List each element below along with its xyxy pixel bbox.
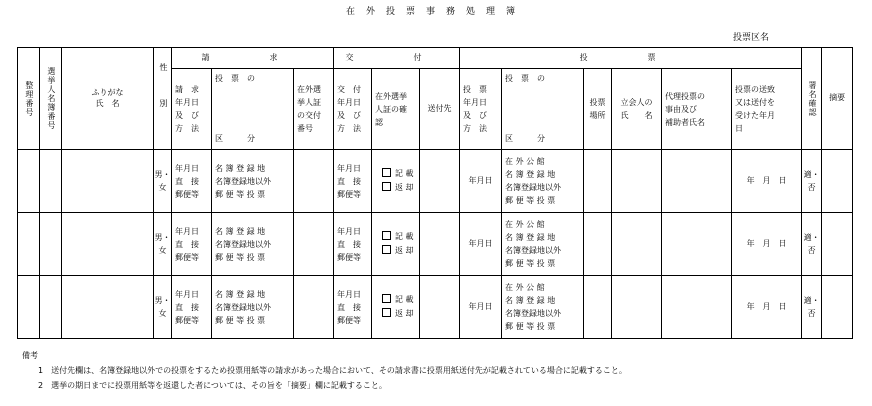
cell-line: ・: [162, 296, 171, 305]
cell-line: 交 付: [337, 85, 362, 94]
header-furigana: ふりがな: [91, 88, 124, 98]
checkbox-square-icon[interactable]: [382, 294, 391, 303]
header-delivery-date: [334, 69, 372, 150]
cell-line: ・: [162, 233, 171, 242]
cell-line: 補助者氏名: [665, 117, 706, 127]
delivery-method-cell: [334, 150, 372, 213]
cell-line: 名 簿 登 録 地: [505, 170, 556, 179]
seal-cell: [802, 150, 822, 213]
cell-line: 氏 名: [620, 111, 653, 120]
header-sent-date: [732, 69, 802, 150]
note-item-1: 1 送付先欄は、名簿登録地以外での投票をするため投票用紙等の請求があった場合において、その請求書に投票用紙送付先が記載されている場合に記載すること。: [38, 366, 627, 375]
confirm-checkbox[interactable]: 返 却: [372, 181, 419, 195]
cell-line: 否: [807, 183, 816, 192]
cell-line: 適: [803, 233, 812, 242]
cell-line: 年月日: [175, 289, 199, 299]
request-method-cell: [172, 213, 212, 276]
proxy-cell: [662, 213, 732, 276]
header-proxy: [662, 69, 732, 150]
cell-line: 年月日: [337, 163, 362, 173]
voter-no-cell: [40, 276, 62, 339]
note-item-2: 2 選挙の期日までに投票用紙等を返還した者については、その旨を「摘要」欄に記載すること。: [38, 381, 387, 390]
cell-line: 郵便等: [175, 315, 199, 325]
header-overseas-no: [294, 69, 334, 150]
cell-line: 投票の送致: [735, 85, 776, 94]
header-shimei: 氏 名: [95, 98, 120, 108]
vote-place-cell: [584, 213, 612, 276]
confirm-checkbox[interactable]: 返 却: [372, 307, 419, 321]
cell-line: 直 接: [175, 239, 199, 249]
cell-line: 女: [158, 246, 167, 255]
cell-line: 郵便等: [337, 252, 362, 262]
vote-place-cell: [584, 276, 612, 339]
cell-line: 名簿登録地以外: [215, 302, 271, 312]
cell-line: 区 分: [505, 133, 546, 143]
cell-line: 名 簿 登 録 地: [505, 233, 556, 242]
overseas-no-cell: [294, 276, 334, 339]
cell-line: 否: [807, 246, 816, 255]
cell-line: 場所: [589, 111, 606, 120]
cell-line: 日: [735, 124, 744, 133]
vote-date-cell: 年月日: [460, 150, 502, 213]
cell-line: 投 票 の: [215, 74, 255, 83]
cell-line: 又は送付を: [735, 98, 776, 107]
destination-cell: [420, 213, 460, 276]
sex-cell: [154, 150, 172, 213]
cell-line: 郵 便 等 投 票: [215, 315, 266, 325]
header-request-group: 請 求: [172, 48, 334, 69]
confirm-checkbox[interactable]: 記 載: [372, 167, 419, 181]
cell-line: 直 接: [175, 302, 199, 312]
cell-line: 名簿登録地以外: [215, 239, 271, 249]
table-row: [18, 213, 853, 276]
cell-line: 郵 便 等 投 票: [505, 259, 556, 268]
cell-line: 年月日: [337, 289, 362, 299]
vote-date-cell: 年月日: [460, 276, 502, 339]
cell-line: 名 簿 登 録 地: [215, 163, 266, 173]
cell-line: 郵 便 等 投 票: [215, 252, 266, 262]
vote-place-cell: [584, 150, 612, 213]
cell-line: 在外選挙: [375, 91, 408, 101]
header-name: [62, 48, 154, 150]
confirm-cell: [372, 150, 420, 213]
cell-line: 直 接: [337, 239, 362, 249]
cell-line: ・: [811, 296, 820, 305]
cell-line: 直 接: [175, 176, 199, 186]
cell-line: 及 び: [463, 111, 488, 120]
request-category-cell: [212, 150, 294, 213]
cell-line: 名 簿 登 録 地: [505, 296, 556, 305]
vote-category-cell: [502, 213, 584, 276]
cell-line: 郵便等: [175, 189, 199, 199]
ledger-table: [17, 47, 853, 339]
cell-line: 適: [803, 296, 812, 305]
document-title: 在外投票事務処理簿: [345, 7, 526, 17]
request-method-cell: [172, 276, 212, 339]
cell-line: 在外選: [297, 85, 321, 94]
cell-line: 及 び: [175, 111, 199, 120]
cell-line: 名 簿 登 録 地: [215, 289, 266, 299]
cell-line: 名簿登録地以外: [215, 176, 271, 186]
confirm-cell: [372, 276, 420, 339]
notes-heading: 備考: [22, 351, 38, 360]
vote-category-cell: [502, 150, 584, 213]
confirm-cell: [372, 213, 420, 276]
cell-line: 郵便等: [175, 252, 199, 262]
cell-line: 事由及び: [665, 104, 698, 114]
header-witness: [612, 69, 662, 150]
name-cell: [62, 150, 154, 213]
cell-line: 在 外 公 館: [505, 220, 545, 229]
cell-line: 直 接: [337, 176, 362, 186]
header-row-top: [18, 48, 853, 69]
cell-line: ・: [811, 170, 820, 179]
serial-cell: [18, 276, 40, 339]
checkbox-square-icon[interactable]: [382, 182, 391, 191]
header-sex: 性別: [154, 48, 172, 150]
cell-line: 郵 便 等 投 票: [215, 189, 266, 199]
cell-line: 投 票: [463, 85, 488, 94]
cell-line: 在 外 公 館: [505, 157, 545, 166]
destination-cell: [420, 150, 460, 213]
cell-line: 方 法: [463, 124, 488, 133]
checkbox-square-icon[interactable]: [382, 245, 391, 254]
overseas-no-cell: [294, 213, 334, 276]
checkbox-square-icon[interactable]: [382, 308, 391, 317]
proxy-cell: [662, 276, 732, 339]
table-row: [18, 276, 853, 339]
cell-line: 及 び: [337, 111, 362, 120]
header-vote-place: [584, 69, 612, 150]
request-category-cell: [212, 276, 294, 339]
delivery-method-cell: [334, 213, 372, 276]
cell-line: 適: [803, 170, 812, 179]
cell-line: 郵 便 等 投 票: [505, 196, 556, 205]
cell-line: 名簿登録地以外: [505, 309, 562, 318]
request-method-cell: [172, 150, 212, 213]
cell-line: 請 求: [175, 85, 199, 94]
confirm-checkbox[interactable]: 記 載: [372, 293, 419, 307]
cell-line: 名簿登録地以外: [505, 246, 562, 255]
serial-cell: [18, 150, 40, 213]
cell-line: 直 接: [337, 302, 362, 312]
name-cell: [62, 276, 154, 339]
cell-line: 女: [158, 183, 167, 192]
seal-cell: [802, 213, 822, 276]
confirm-checkbox[interactable]: 返 却: [372, 244, 419, 258]
header-overseas-confirm: [372, 69, 420, 150]
cell-line: 郵便等: [337, 189, 362, 199]
header-delivery-group: 交 付: [334, 48, 460, 69]
header-destination: 送付先: [420, 69, 460, 150]
cell-line: 年月日: [175, 226, 199, 236]
header-voter-no: 選挙人名簿番号: [40, 48, 62, 150]
checkbox-square-icon[interactable]: [382, 168, 391, 177]
cell-line: 投票: [589, 98, 606, 107]
header-serial: 整理番号: [18, 48, 40, 150]
checkbox-square-icon[interactable]: [382, 231, 391, 240]
header-vote-date: [460, 69, 502, 150]
cell-line: の交付: [297, 111, 321, 120]
remarks-cell: [822, 213, 853, 276]
cell-line: 方 法: [337, 124, 362, 133]
destination-cell: [420, 276, 460, 339]
cell-line: 郵便等: [337, 315, 362, 325]
seal-cell: [802, 276, 822, 339]
overseas-no-cell: [294, 150, 334, 213]
witness-cell: [612, 150, 662, 213]
district-label: 投票区名: [733, 33, 770, 43]
request-category-cell: [212, 213, 294, 276]
delivery-method-cell: [334, 276, 372, 339]
cell-line: 方 法: [175, 124, 199, 133]
cell-line: 年月日: [175, 163, 199, 173]
cell-line: 男: [154, 170, 163, 179]
table-row: [18, 150, 853, 213]
cell-line: 投 票 の: [505, 74, 546, 83]
cell-line: 受けた年月: [735, 111, 776, 120]
header-vote-group: 投 票: [460, 48, 802, 69]
remarks-cell: [822, 276, 853, 339]
sex-cell: [154, 276, 172, 339]
sent-date-cell: 年 月 日: [732, 213, 802, 276]
cell-line: 年月日: [337, 226, 362, 236]
cell-line: 名簿登録地以外: [505, 183, 562, 192]
cell-line: 挙人証: [297, 98, 321, 107]
witness-cell: [612, 276, 662, 339]
sent-date-cell: 年 月 日: [732, 150, 802, 213]
confirm-checkbox[interactable]: 記 載: [372, 230, 419, 244]
cell-line: 年月日: [463, 98, 488, 107]
cell-line: 認: [375, 117, 384, 127]
cell-line: 人証の確: [375, 104, 408, 114]
cell-line: 立会人の: [620, 98, 653, 107]
cell-line: ・: [162, 170, 171, 179]
name-cell: [62, 213, 154, 276]
cell-line: 郵 便 等 投 票: [505, 322, 556, 331]
cell-line: 代理投票の: [665, 91, 706, 101]
serial-cell: [18, 213, 40, 276]
witness-cell: [612, 213, 662, 276]
voter-no-cell: [40, 213, 62, 276]
cell-line: 名 簿 登 録 地: [215, 226, 266, 236]
cell-line: 年月日: [337, 98, 362, 107]
cell-line: 番号: [297, 124, 313, 133]
cell-line: 年月日: [175, 98, 199, 107]
cell-line: 区 分: [215, 133, 255, 143]
header-remarks: 摘要: [822, 48, 853, 150]
notes-section: [22, 348, 627, 393]
vote-category-cell: [502, 276, 584, 339]
header-seal: 署名確認: [802, 48, 822, 150]
header-request-date: [172, 69, 212, 150]
cell-line: 否: [807, 309, 816, 318]
cell-line: ・: [811, 233, 820, 242]
sex-cell: [154, 213, 172, 276]
header-request-category: [212, 69, 294, 150]
header-vote-category: [502, 69, 584, 150]
cell-line: 男: [154, 296, 163, 305]
proxy-cell: [662, 150, 732, 213]
cell-line: 男: [154, 233, 163, 242]
vote-date-cell: 年月日: [460, 213, 502, 276]
cell-line: 在 外 公 館: [505, 283, 545, 292]
remarks-cell: [822, 150, 853, 213]
sent-date-cell: 年 月 日: [732, 276, 802, 339]
voter-no-cell: [40, 150, 62, 213]
cell-line: 女: [158, 309, 167, 318]
